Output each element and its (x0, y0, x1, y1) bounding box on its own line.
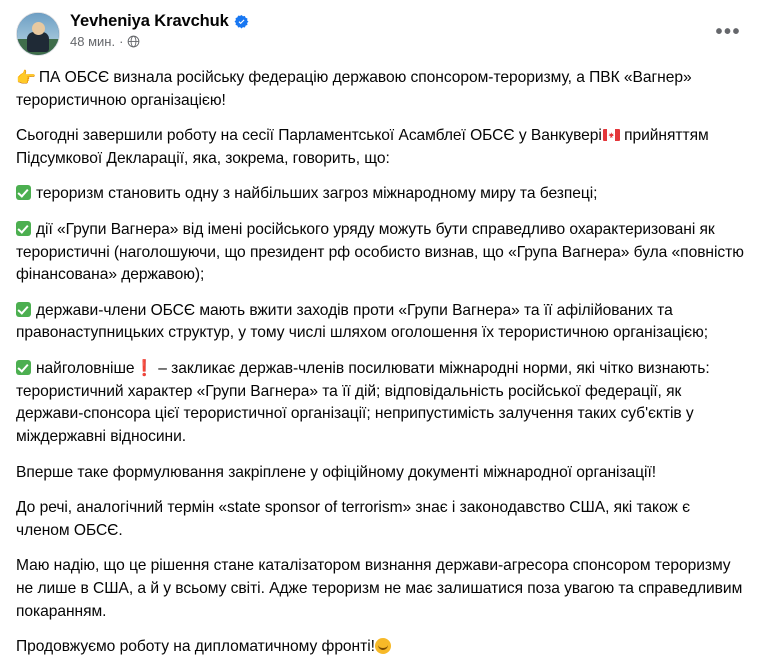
canada-flag-emoji (603, 129, 620, 141)
post-paragraph (16, 497, 747, 542)
author-block (70, 12, 249, 49)
avatar[interactable] (16, 12, 60, 56)
post-paragraph (16, 636, 747, 659)
green-check-emoji (16, 302, 31, 317)
smiling-face-emoji (375, 638, 391, 654)
avatar-person-body (27, 32, 49, 52)
post-options-button[interactable]: ••• (715, 21, 741, 43)
paragraph-text: До речі, аналогічний термін «state sponsor of terrorism» знає і законодавство США, які також є членом ОБСЄ. (16, 499, 691, 539)
meta-separator: · (119, 33, 124, 49)
paragraph-text-before: найголовніше (36, 360, 135, 378)
paragraph-text-before: Сьогодні завершили роботу на сесії Парламентської Асамблеї ОБСЄ у Ванкувері (16, 127, 602, 145)
paragraph-text: тероризм становить одну з найбільших загроз міжнародному миру та безпеці; (36, 185, 598, 203)
author-name[interactable]: Yevheniya Kravchuk (70, 12, 229, 30)
paragraph-text: Маю надію, що це рішення стане каталізатором визнання держави-агресора спонсором тероризму не лише в США, а й у всьому світі. Адже тероризм не має залишатися поза увагою та справедливим покаранням. (16, 557, 743, 620)
post-paragraph (16, 183, 747, 206)
avatar-person-head (32, 22, 45, 35)
verified-badge-icon (234, 14, 249, 29)
green-check-emoji (16, 360, 31, 375)
red-exclamation-emoji: ❗ (134, 360, 154, 378)
author-name-row (70, 13, 249, 30)
post-paragraph (16, 555, 747, 623)
paragraph-text-before: Продовжуємо роботу на дипломатичному фронті! (16, 638, 375, 656)
paragraph-text: ПА ОБСЄ визнала російську федерацію державою спонсором-тероризму, а ПВК «Вагнер» терористичною організацією! (16, 69, 692, 109)
post-paragraph (16, 219, 747, 287)
post-paragraph (16, 300, 747, 345)
green-check-emoji (16, 221, 31, 236)
post-body (16, 66, 747, 659)
paragraph-text: Вперше таке формулювання закріплене у офіційному документі міжнародної організації! (16, 463, 657, 481)
paragraph-text: держави-члени ОБСЄ мають вжити заходів проти «Групи Вагнера» та її афілійованих та правонаступницьких структур, у тому числі шляхом оголошення їх терористичною організацією; (16, 301, 709, 342)
post-timestamp[interactable]: 48 мин. (70, 33, 116, 49)
post-paragraph (16, 462, 747, 485)
globe-icon[interactable] (127, 35, 140, 48)
post-header (16, 12, 747, 56)
paragraph-text-after: – закликає держав-членів посилювати міжнародні норми, які чітко визнають: терористичний характер «Групи Вагнера» та її дій; відповідальність російської федерації, як держави-спонсора цієї терористичної організації; неприпустимість залучення таких суб'єктів у міждержавні відносини. (16, 360, 710, 445)
paragraph-text: дії «Групи Вагнера» від імені російського уряду можуть бути справедливо охарактеризовані як терористичні (наголошуючи, що президент рф особисто визнав, що «Група Вагнера» була «повністю фінансована» державою); (16, 221, 744, 284)
green-check-emoji (16, 185, 31, 200)
pointing-hand-emoji: 👉 (16, 68, 36, 87)
post-meta (70, 34, 249, 49)
post-paragraph (16, 66, 747, 112)
paragraph-text-after: прийняттям Підсумкової Декларації, яка, зокрема, говорить, що: (16, 127, 709, 167)
post-paragraph (16, 358, 747, 448)
post-paragraph (16, 125, 747, 170)
